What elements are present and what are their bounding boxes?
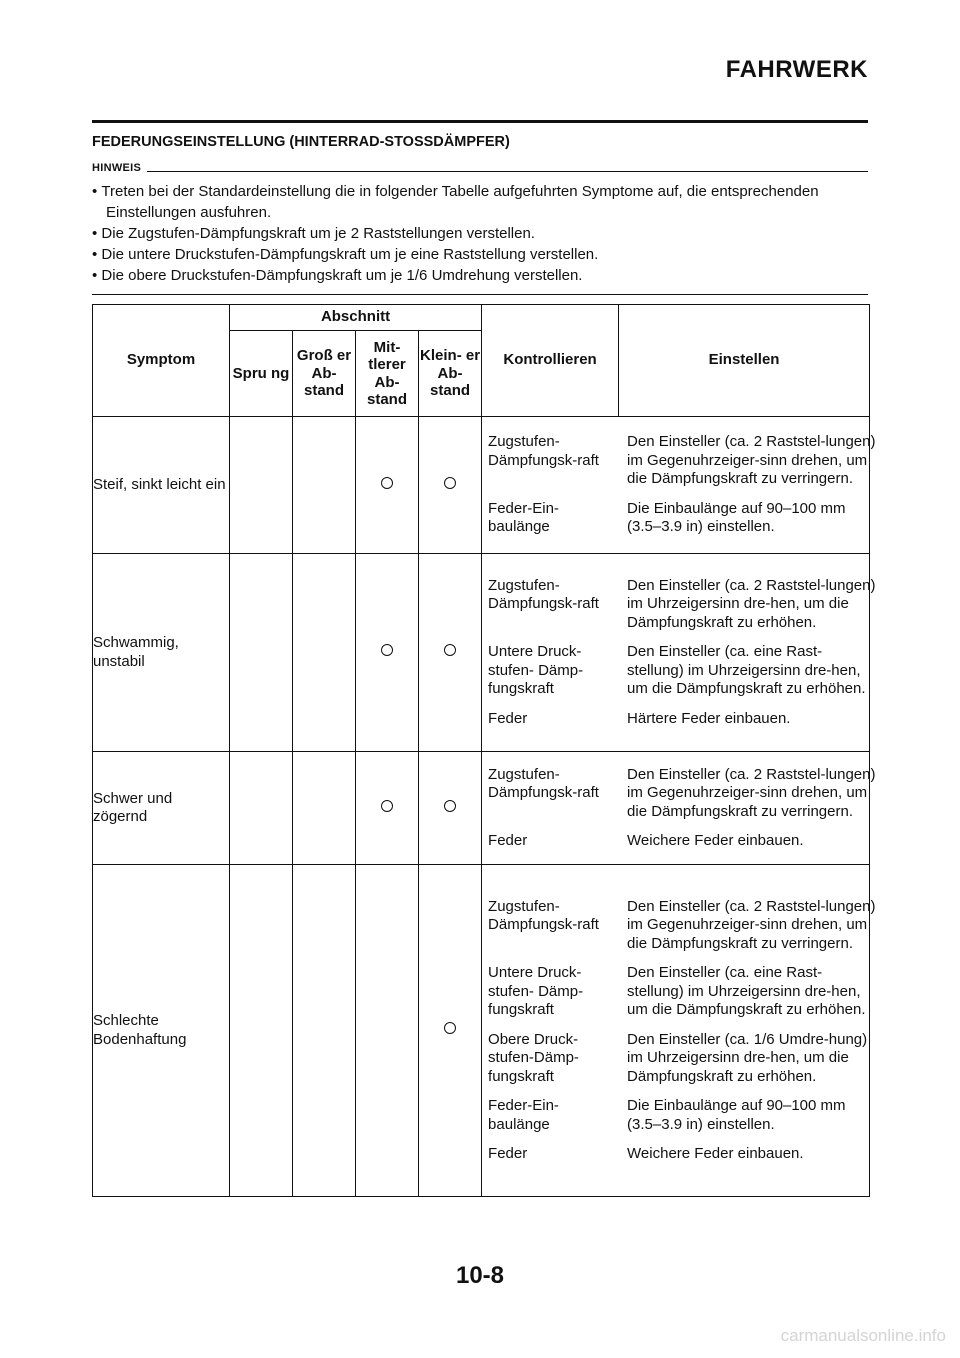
circle-mark-icon <box>381 644 393 656</box>
check-item: Obere Druck-stufen-Dämp-fungskraft <box>488 1030 579 1085</box>
table-row <box>93 752 870 865</box>
table-row <box>93 554 870 752</box>
note-end-divider <box>92 294 868 295</box>
check-item: Zugstufen-Dämpfungsk-raft <box>488 897 599 933</box>
mark-cell <box>230 417 293 554</box>
mark-cell <box>419 554 482 752</box>
check-item: Zugstufen-Dämpfungsk-raft <box>488 576 599 613</box>
mark-cell <box>293 865 356 1197</box>
check-item: Untere Druck-stufen- Dämp-fungskraft <box>488 643 584 698</box>
note-label: HINWEIS <box>92 162 142 174</box>
header-mittel: Mit- tlerer Ab- stand <box>356 331 419 417</box>
check-adjust-cell <box>482 554 876 752</box>
adjust-item: Den Einsteller (ca. 2 Raststel-lungen) im Gegenuhrzeiger-sinn drehen, um die Dämpfungskraft zu verringern. <box>627 897 876 952</box>
header-kontrollieren: Kontrollieren <box>482 305 619 417</box>
page-number: 10-8 <box>455 1262 505 1289</box>
adjust-item: Den Einsteller (ca. 1/6 Umdre-hung) im Uhrzeigersinn dre-hen, um die Dämpfungskraft zu erhöhen. <box>627 1030 868 1085</box>
circle-mark-icon <box>444 644 456 656</box>
check-adjust-cell <box>482 417 876 554</box>
circle-mark-icon <box>381 477 393 489</box>
circle-mark-icon <box>381 800 393 812</box>
adjust-item: Den Einsteller (ca. 2 Raststel-lungen) im Uhrzeigersinn dre-hen, um die Dämpfungskraft zu erhöhen. <box>627 576 876 631</box>
check-adjust-cell <box>482 752 876 865</box>
adjust-item: Die Einbaulänge auf 90–100 mm (3.5–3.9 in) einstellen. <box>627 1097 846 1133</box>
adjust-item: Die Einbaulänge auf 90–100 mm (3.5–3.9 in) einstellen. <box>627 499 846 536</box>
suspension-settings-table <box>92 304 876 1197</box>
circle-mark-icon <box>444 1022 456 1034</box>
mark-cell <box>356 417 419 554</box>
circle-mark-icon <box>444 477 456 489</box>
adjust-item: Den Einsteller (ca. eine Rast-stellung) im Uhrzeigersinn dre-hen, um die Dämpfungskraft zu erhöhen. <box>627 643 866 698</box>
watermark: carmanualsonline.info <box>780 1326 946 1345</box>
symptom-cell: Schlechte Bodenhaftung <box>93 865 230 1197</box>
table-row <box>93 865 870 1197</box>
header-sprung: Spru ng <box>230 331 293 417</box>
header-gross: Groß er Ab- stand <box>293 331 356 417</box>
mark-cell <box>230 554 293 752</box>
note-divider <box>147 171 868 172</box>
adjust-item: Weichere Feder einbauen. <box>627 832 804 849</box>
note-header <box>92 160 868 176</box>
note-item: • Treten bei der Standardeinstellung die in folgender Tabelle aufgefuhrten Symptome auf, die entsprechenden Einstellungen ausfuhren. <box>92 181 868 223</box>
check-item: Feder <box>488 832 528 849</box>
symptom-cell: Steif, sinkt leicht ein <box>93 417 230 554</box>
section-title: FEDERUNGSEINSTELLUNG (HINTERRAD-STOSSDÄMPFER) <box>92 134 510 150</box>
mark-cell <box>293 554 356 752</box>
check-item: Feder-Ein-baulänge <box>488 1097 559 1133</box>
mark-cell <box>230 752 293 865</box>
adjust-item: Härtere Feder einbauen. <box>627 709 791 727</box>
mark-cell <box>356 865 419 1197</box>
check-adjust-cell <box>482 865 876 1197</box>
mark-cell <box>293 752 356 865</box>
symptom-cell: Schwammig, unstabil <box>93 554 230 752</box>
mark-cell <box>293 417 356 554</box>
symptom-cell: Schwer und zögernd <box>93 752 230 865</box>
note-item: • Die obere Druckstufen-Dämpfungskraft um je 1/6 Umdrehung verstellen. <box>92 265 868 286</box>
page-header-title: FAHRWERK <box>725 56 868 83</box>
mark-cell <box>419 752 482 865</box>
note-item: • Die untere Druckstufen-Dämpfungskraft um je eine Raststellung verstellen. <box>92 244 868 265</box>
check-item: Feder <box>488 709 528 727</box>
header-rule <box>92 120 868 123</box>
circle-mark-icon <box>444 800 456 812</box>
adjust-item: Den Einsteller (ca. eine Rast-stellung) im Uhrzeigersinn dre-hen, um die Dämpfungskraft zu erhöhen. <box>627 964 866 1018</box>
adjust-item: Weichere Feder einbauen. <box>627 1145 804 1162</box>
check-item: Feder <box>488 1145 528 1162</box>
check-item: Zugstufen-Dämpfungsk-raft <box>488 765 599 801</box>
header-symptom: Symptom <box>93 305 230 417</box>
mark-cell <box>356 752 419 865</box>
mark-cell <box>230 865 293 1197</box>
check-item: Untere Druck-stufen- Dämp-fungskraft <box>488 964 584 1018</box>
mark-cell <box>356 554 419 752</box>
header-abschnitt: Abschnitt <box>230 305 482 331</box>
header-einstellen: Einstellen <box>619 305 870 417</box>
header-klein: Klein- er Ab- stand <box>419 331 482 417</box>
check-item: Feder-Ein-baulänge <box>488 499 559 536</box>
mark-cell <box>419 417 482 554</box>
check-item: Zugstufen-Dämpfungsk-raft <box>488 433 599 469</box>
adjust-item: Den Einsteller (ca. 2 Raststel-lungen) im Gegenuhrzeiger-sinn drehen, um die Dämpfungskraft zu verringern. <box>627 433 876 488</box>
note-list <box>92 181 868 286</box>
adjust-item: Den Einsteller (ca. 2 Raststel-lungen) im Gegenuhrzeiger-sinn drehen, um die Dämpfungskraft zu verringern. <box>627 765 876 820</box>
table-row <box>93 417 870 554</box>
mark-cell <box>419 865 482 1197</box>
note-item: • Die Zugstufen-Dämpfungskraft um je 2 Raststellungen verstellen. <box>92 223 868 244</box>
